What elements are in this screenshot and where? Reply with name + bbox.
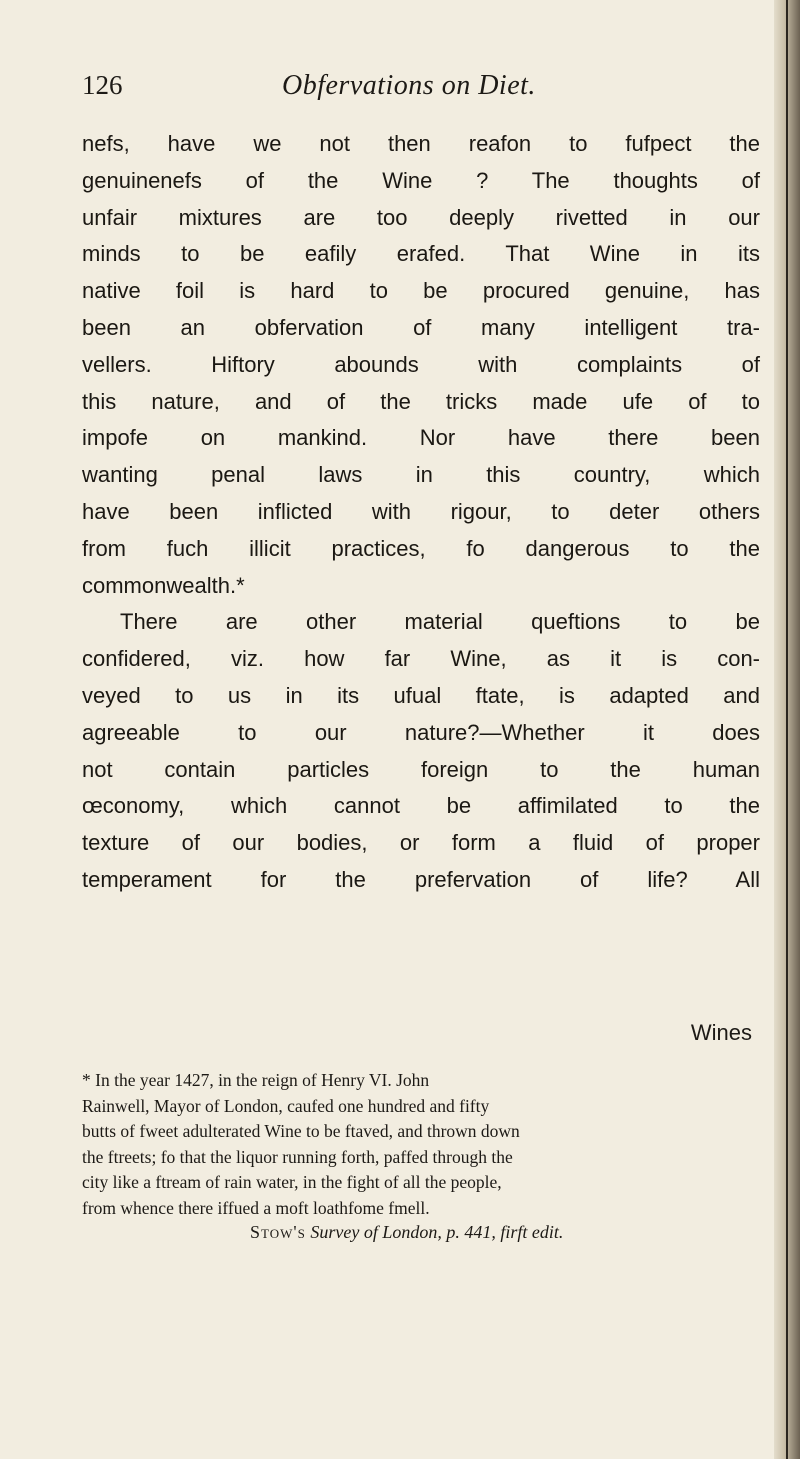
body-line: agreeable to our nature?—Whether it does (82, 719, 760, 745)
body-text (82, 126, 760, 899)
body-line: confidered, viz. how far Wine, as it is con- (82, 646, 760, 672)
footnote-line: from whence there iffued a moft loathfome fmell. (82, 1197, 430, 1218)
body-line: wanting penal laws in this country, which (82, 462, 760, 488)
body-line: been an obfervation of many intelligent tra- (82, 314, 760, 340)
page-number: 126 (82, 70, 123, 100)
paragraph-1 (82, 126, 760, 604)
footnote-line: * In the year 1427, in the reign of Henry VI. John (82, 1070, 430, 1090)
citation-author: Stow's (250, 1222, 306, 1242)
body-line: There are other material queftions to be (120, 609, 760, 635)
running-head: Obfervations on Diet. (282, 70, 536, 101)
footnote-line: the ftreets; fo that the liquor running forth, paffed through the (82, 1146, 513, 1167)
footnote (82, 1068, 760, 1221)
page-edge-line (786, 0, 788, 1459)
paragraph-2 (82, 604, 760, 898)
body-line: commonwealth.* (82, 572, 245, 598)
footnote-line: butts of fweet adulterated Wine to be ftaved, and thrown down (82, 1121, 520, 1141)
body-line: temperament for the prefervation of life? All (82, 866, 760, 892)
body-line: vellers. Hiftory abounds with complaints of (82, 351, 760, 377)
catchword: Wines (690, 1020, 752, 1045)
body-line: this nature, and of the tricks made ufe of to (82, 388, 760, 414)
citation (250, 1222, 563, 1243)
body-line: veyed to us in its ufual ftate, is adapted and (82, 682, 760, 708)
body-line: minds to be eafily erafed. That Wine in its (82, 241, 760, 267)
body-line: from fuch illicit practices, fo dangerous to the (82, 535, 760, 561)
body-line: impofe on mankind. Nor have there been (82, 425, 760, 451)
body-line: unfair mixtures are too deeply rivetted in our (82, 204, 760, 230)
body-line: have been inflicted with rigour, to deter others (82, 498, 760, 524)
footnote-line: city like a ftream of rain water, in the fight of all the people, (82, 1172, 502, 1192)
body-line: texture of our bodies, or form a fluid of proper (82, 830, 760, 856)
page-header (82, 70, 752, 110)
body-line: œconomy, which cannot be affimilated to the (82, 793, 760, 819)
body-line: genuinenefs of the Wine ? The thoughts of (82, 167, 760, 193)
footnote-line: Rainwell, Mayor of London, caufed one hundred and fifty (82, 1095, 490, 1116)
body-line: not contain particles foreign to the human (82, 756, 760, 782)
body-line: native foil is hard to be procured genuine, has (82, 278, 760, 304)
body-line: nefs, have we not then reafon to fufpect the (82, 131, 760, 156)
citation-work: Survey of London, p. 441, firft edit. (310, 1222, 564, 1242)
